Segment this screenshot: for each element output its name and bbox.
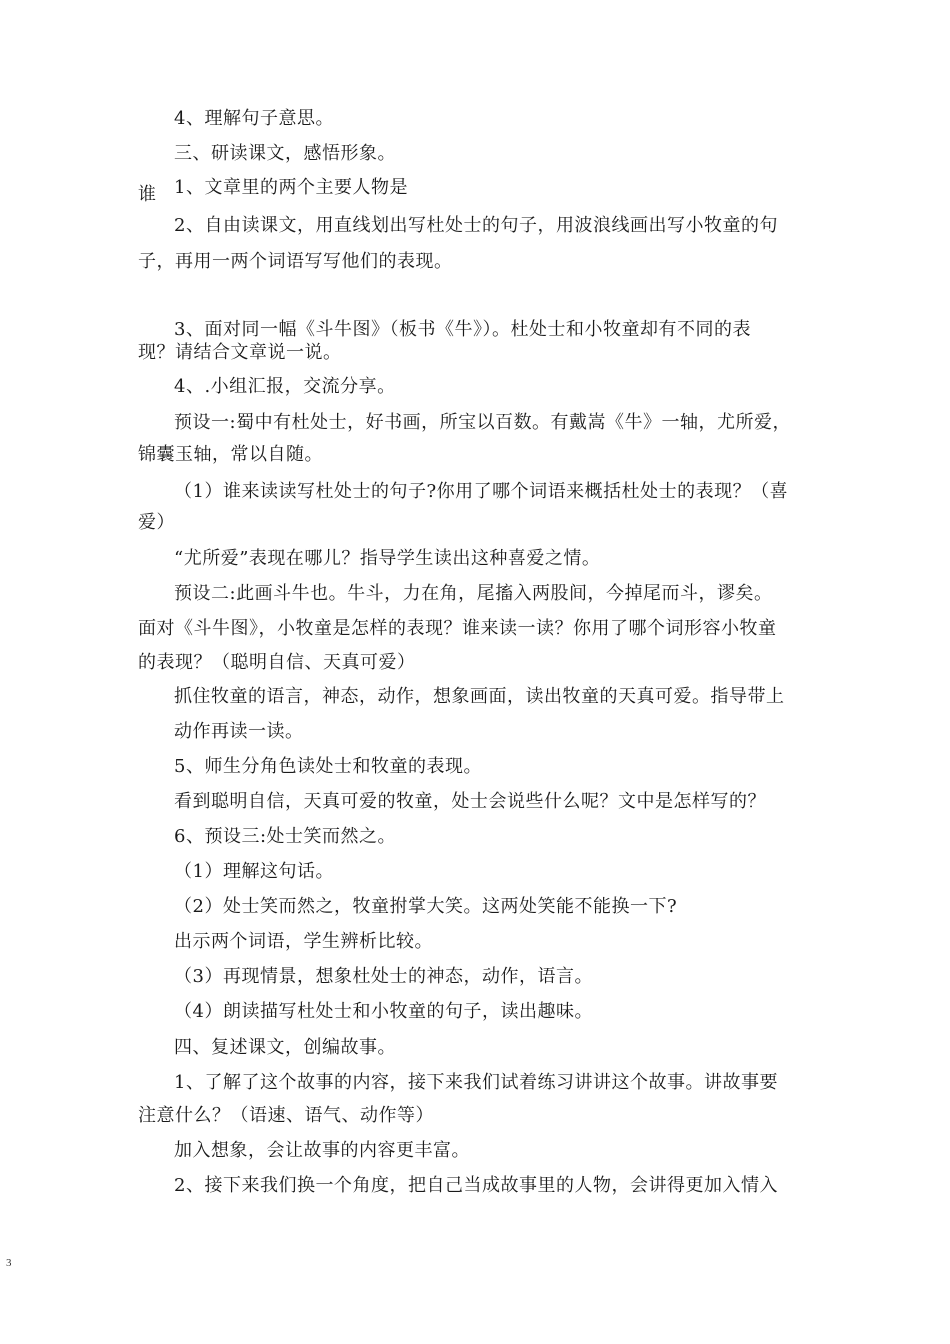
text-line: 预设二:此画斗牛也。牛斗，力在角，尾搐入两股间，今掉尾而斗，谬矣。 xyxy=(174,583,773,604)
text-line: 2、接下来我们换一个角度，把自己当成故事里的人物，会讲得更加入情入 xyxy=(174,1175,778,1196)
text-line: 加入想象，会让故事的内容更丰富。 xyxy=(174,1140,470,1161)
text-line: 预设一:蜀中有杜处士，好书画，所宝以百数。有戴嵩《牛》一轴，尤所爱， xyxy=(174,412,792,433)
page-number: 3 xyxy=(6,1257,12,1269)
text-line: （1）理解这句话。 xyxy=(174,861,334,882)
text-line: 锦囊玉轴，常以自随。 xyxy=(138,444,323,465)
text-line: 爱） xyxy=(138,512,175,533)
text-line: （1）谁来读读写杜处士的句子?你用了哪个词语来概括杜处士的表现？（喜 xyxy=(174,481,789,502)
text-line: 子，再用一两个词语写写他们的表现。 xyxy=(138,251,453,272)
text-line: 面对《斗牛图》，小牧童是怎样的表现？谁来读一读？你用了哪个词形容小牧童 xyxy=(138,618,777,639)
text-line: 3、面对同一幅《斗牛图》（板书《牛》）。杜处士和小牧童却有不同的表 xyxy=(174,319,751,340)
section-heading: 四、复述课文，创编故事。 xyxy=(174,1037,396,1058)
text-line: 看到聪明自信，天真可爱的牧童，处士会说些什么呢？文中是怎样写的？ xyxy=(174,791,766,812)
text-line: 注意什么？（语速、语气、动作等） xyxy=(138,1105,434,1126)
text-line: 5、师生分角色读处士和牧童的表现。 xyxy=(174,756,482,777)
text-line: （2）处士笑而然之，牧童拊掌大笑。这两处笑能不能换一下? xyxy=(174,896,678,917)
clipped-text-fragment: 谁 xyxy=(138,184,156,205)
text-line: 现？请结合文章说一说。 xyxy=(138,342,342,363)
text-line: （3）再现情景，想象杜处士的神态，动作，语言。 xyxy=(174,966,593,987)
text-line: 动作再读一读。 xyxy=(174,721,304,742)
text-line: 1、了解了这个故事的内容，接下来我们试着练习讲讲这个故事。讲故事要 xyxy=(174,1072,778,1093)
text-line: 2、自由读课文，用直线划出写杜处士的句子，用波浪线画出写小牧童的句 xyxy=(174,215,778,236)
text-line: 1、文章里的两个主要人物是 xyxy=(174,177,408,198)
text-line: 4、理解句子意思。 xyxy=(174,108,334,129)
text-line: 6、预设三:处士笑而然之。 xyxy=(174,826,397,847)
text-line: “尤所爱”表现在哪儿？指导学生读出这种喜爱之情。 xyxy=(174,548,601,569)
text-line: 出示两个词语，学生辨析比较。 xyxy=(174,931,433,952)
section-heading: 三、研读课文，感悟形象。 xyxy=(174,143,396,164)
text-line: （4）朗读描写杜处士和小牧童的句子，读出趣味。 xyxy=(174,1001,593,1022)
text-line: 抓住牧童的语言，神态，动作，想象画面，读出牧童的天真可爱。指导带上 xyxy=(174,686,785,707)
text-line: 4、.小组汇报，交流分享。 xyxy=(174,376,396,397)
text-line: 的表现？（聪明自信、天真可爱） xyxy=(138,652,416,673)
